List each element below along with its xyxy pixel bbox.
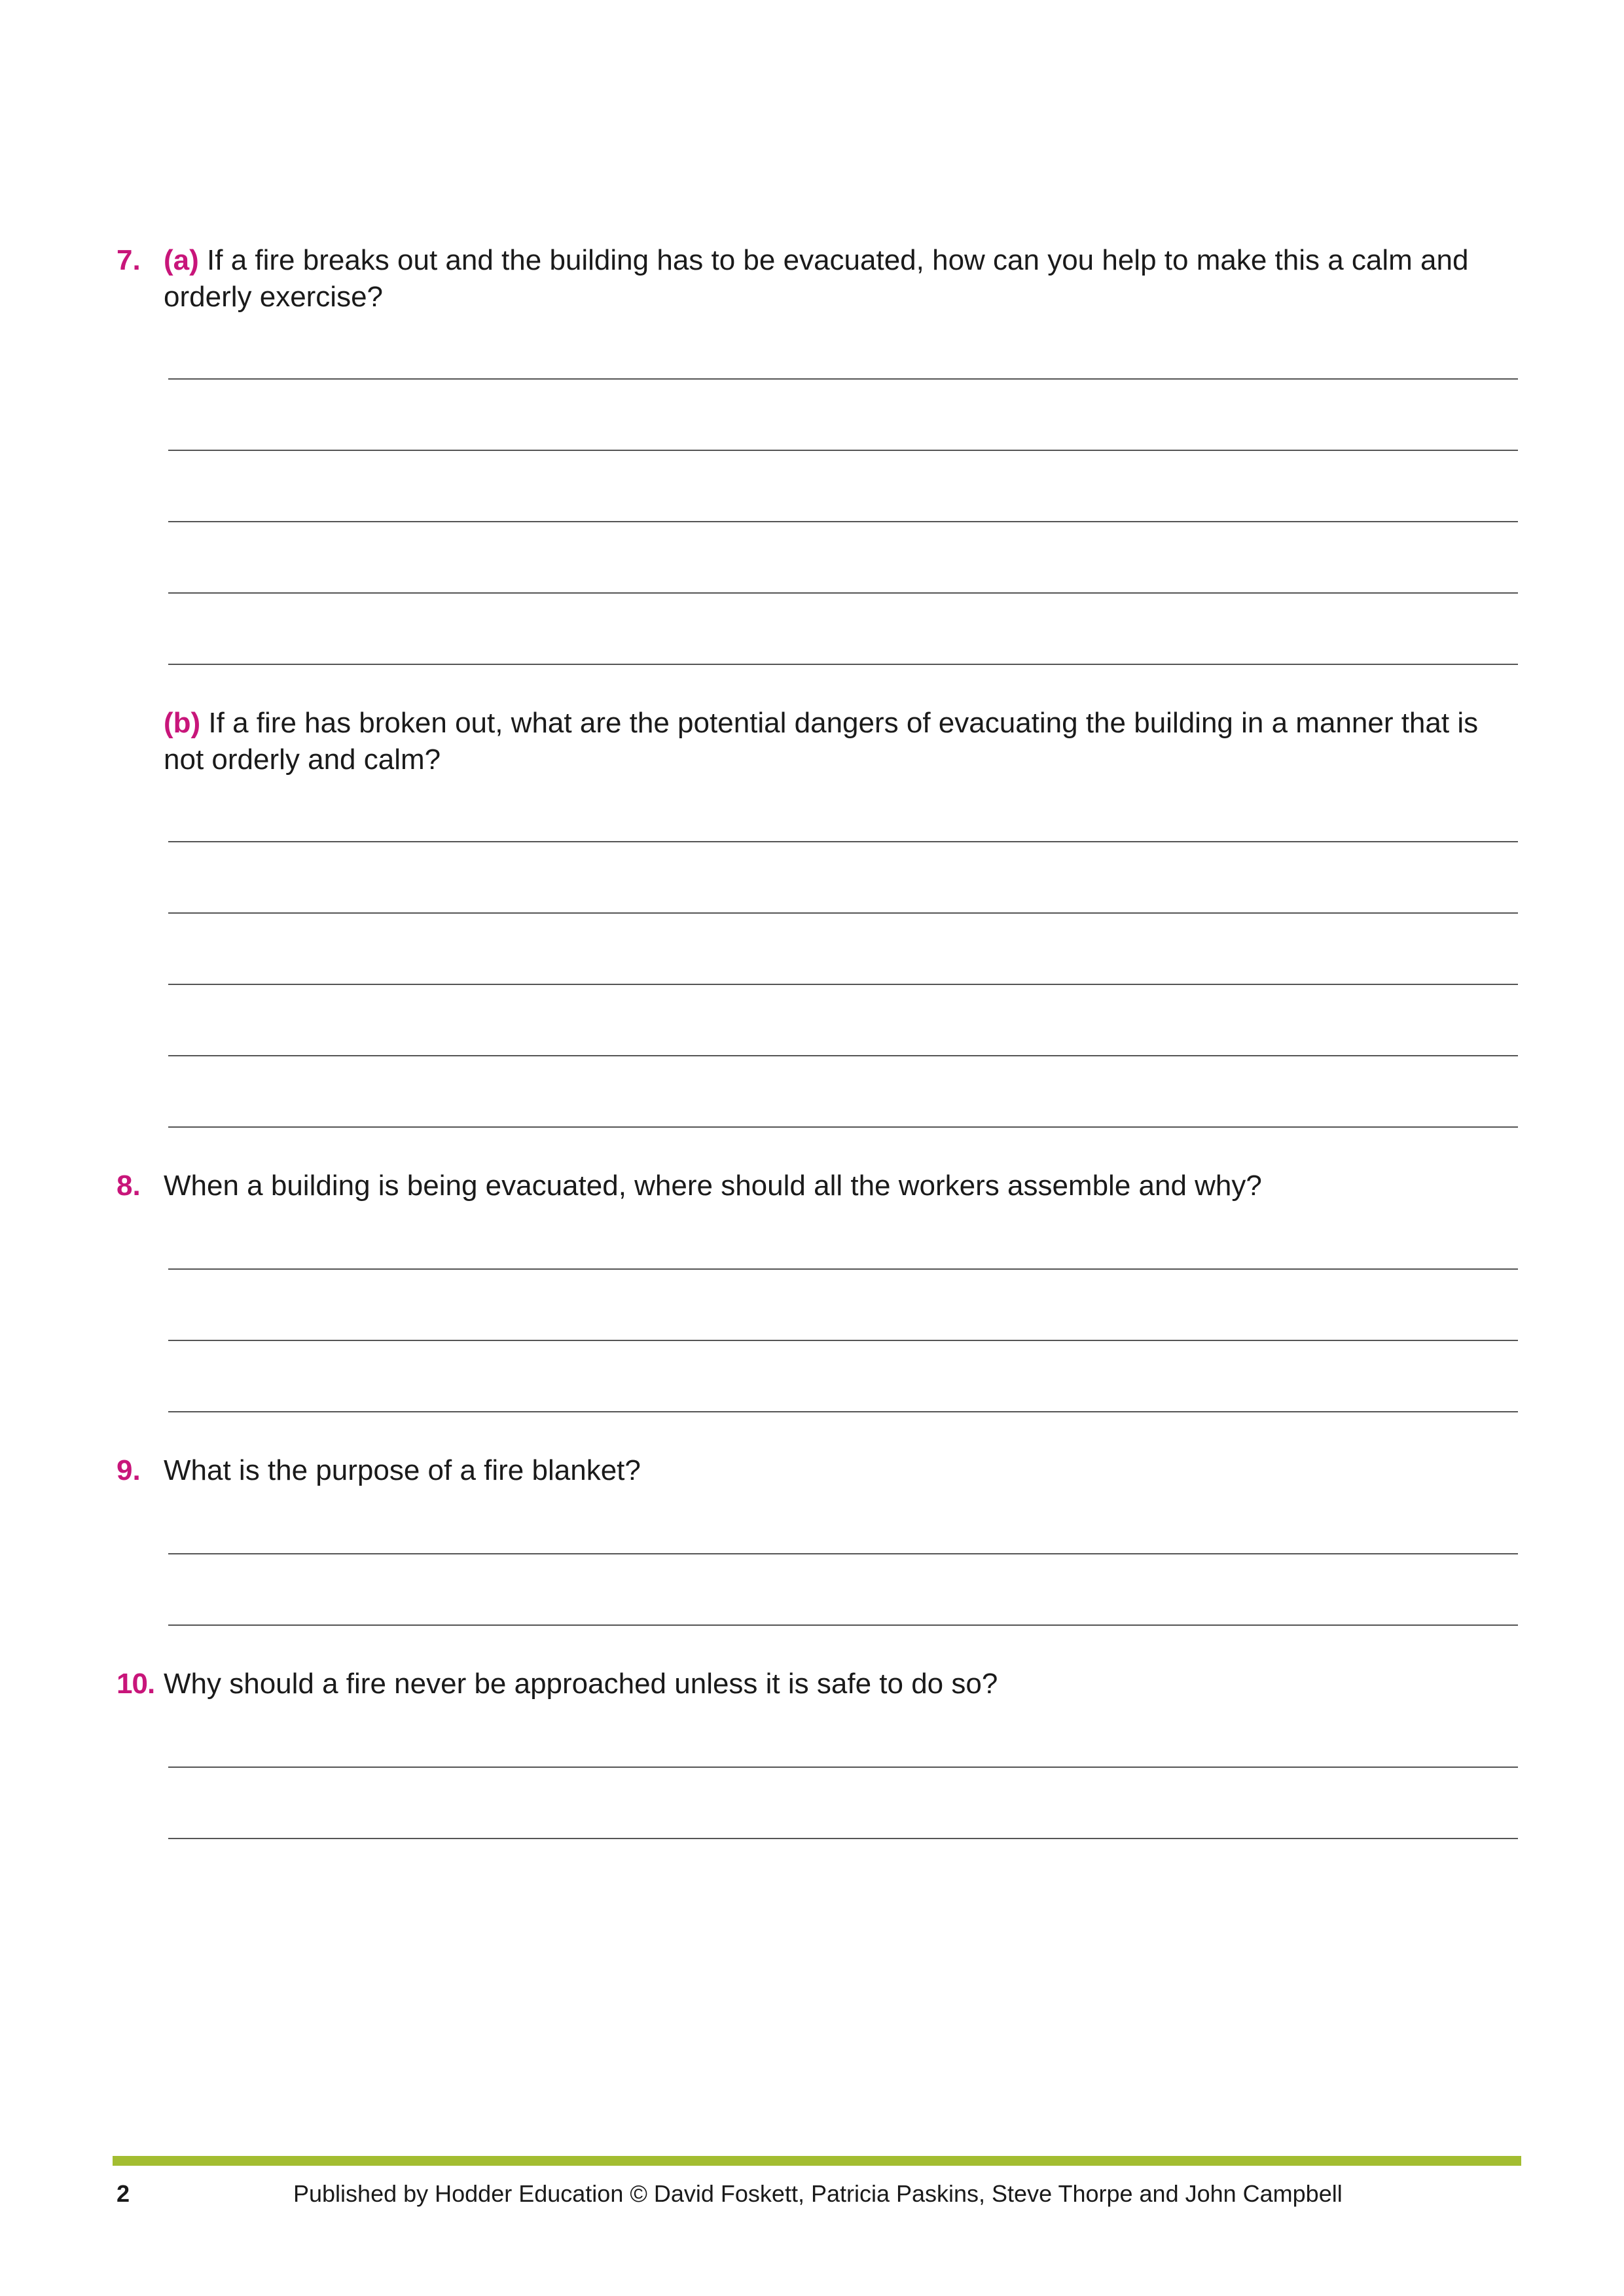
answer-line[interactable] (168, 1268, 1518, 1270)
answer-line[interactable] (168, 1126, 1518, 1128)
question-text-wrapper (164, 705, 1524, 778)
answer-line[interactable] (168, 450, 1518, 451)
footer-divider-bar (113, 2156, 1521, 2166)
answer-line[interactable] (168, 378, 1518, 380)
answer-line[interactable] (168, 521, 1518, 522)
question-9 (117, 1452, 1524, 1489)
answer-line[interactable] (168, 912, 1518, 914)
answer-line[interactable] (168, 1055, 1518, 1056)
question-text: When a building is being evacuated, where should all the workers assemble and why? (164, 1170, 1262, 1202)
sub-question-label: (a) (164, 244, 199, 276)
answer-line[interactable] (168, 841, 1518, 842)
question-number: 10. (117, 1668, 155, 1700)
page-number: 2 (117, 2180, 130, 2207)
publisher-credit: Published by Hodder Education © David Foskett, Patricia Paskins, Steve Thorpe and John Campbell (293, 2180, 1343, 2207)
question-text-wrapper (164, 242, 1524, 315)
question-number: 7. (117, 244, 141, 276)
question-7b (117, 705, 1524, 778)
question-text: Why should a fire never be approached unless it is safe to do so? (164, 1668, 998, 1700)
question-text: If a fire breaks out and the building has to be evacuated, how can you help to make this a calm and orderly exercise? (164, 244, 1469, 313)
answer-line[interactable] (168, 1340, 1518, 1341)
answer-line[interactable] (168, 592, 1518, 594)
question-8 (117, 1168, 1524, 1204)
question-10 (117, 1666, 1524, 1702)
question-7a (117, 242, 1524, 315)
answer-line[interactable] (168, 984, 1518, 985)
question-number: 9. (117, 1454, 141, 1486)
answer-line[interactable] (168, 1411, 1518, 1412)
sub-question-label: (b) (164, 707, 201, 739)
answer-line[interactable] (168, 1624, 1518, 1626)
question-number: 8. (117, 1170, 141, 1202)
question-text: What is the purpose of a fire blanket? (164, 1454, 641, 1486)
answer-line[interactable] (168, 1767, 1518, 1768)
question-text: If a fire has broken out, what are the potential dangers of evacuating the building in a manner that is not orderly and calm? (164, 707, 1479, 776)
answer-line[interactable] (168, 1553, 1518, 1554)
answer-line[interactable] (168, 664, 1518, 665)
answer-line[interactable] (168, 1838, 1518, 1839)
